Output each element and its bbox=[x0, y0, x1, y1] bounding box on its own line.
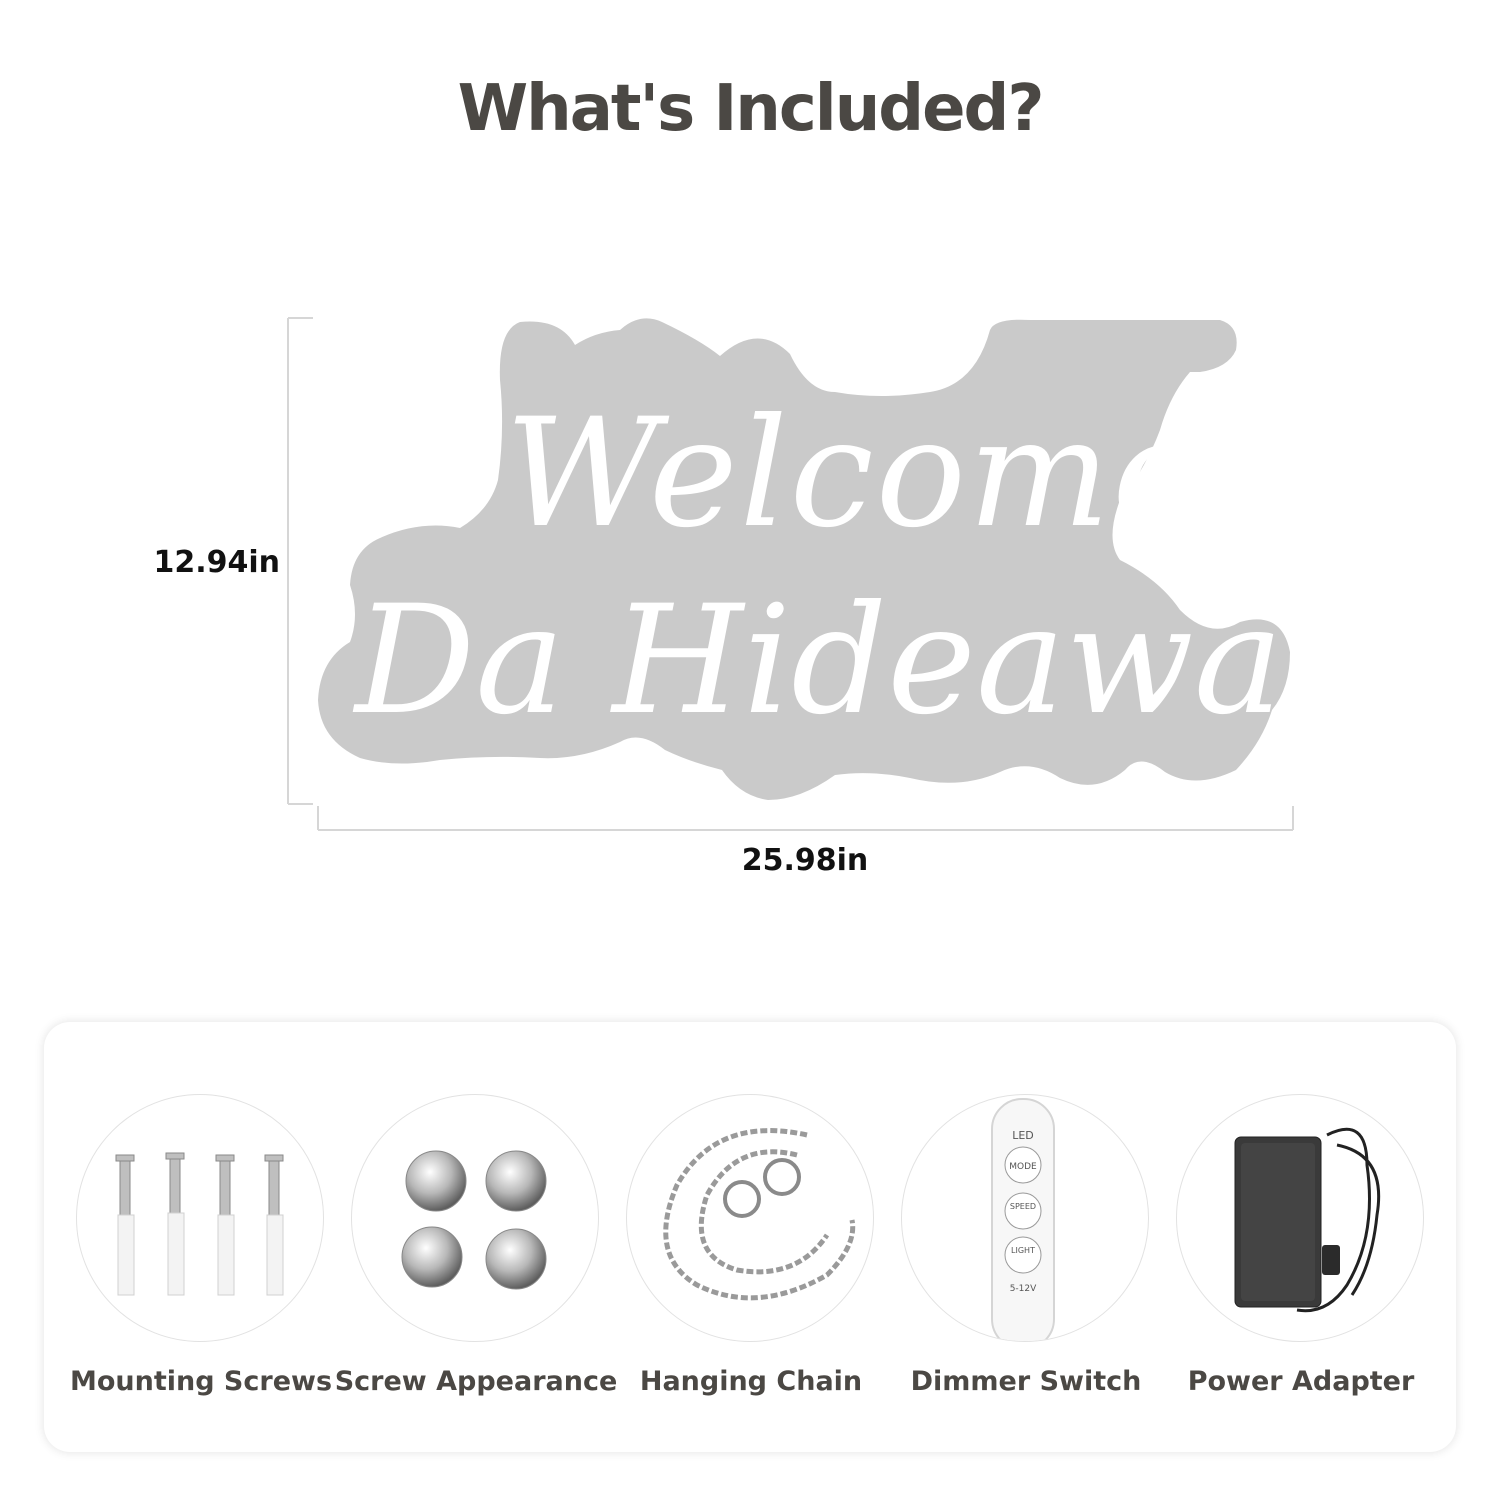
neon-line-2: Da Hideaway bbox=[355, 574, 1368, 748]
item-label: Dimmer Switch bbox=[910, 1366, 1142, 1397]
dimmer-led-label: LED bbox=[1012, 1129, 1034, 1142]
dimmer-light-label: LIGHT bbox=[1011, 1246, 1035, 1255]
item-screw-appearance bbox=[334, 1094, 618, 1414]
width-guide bbox=[318, 806, 1293, 830]
power-adapter-icon bbox=[1176, 1094, 1424, 1342]
item-label: Mounting Screws bbox=[69, 1366, 333, 1397]
screw-1 bbox=[116, 1155, 134, 1295]
height-guide bbox=[288, 318, 313, 804]
item-label: Power Adapter bbox=[1187, 1366, 1415, 1397]
mounting-screws-icon bbox=[76, 1094, 324, 1342]
included-items-panel bbox=[44, 1022, 1456, 1452]
screw-4 bbox=[265, 1155, 283, 1295]
item-label: Screw Appearance bbox=[334, 1366, 618, 1397]
item-power-adapter bbox=[1176, 1094, 1426, 1414]
dimmer-voltage-label: 5-12V bbox=[1009, 1284, 1037, 1294]
item-dimmer-switch bbox=[901, 1094, 1151, 1414]
screw-3 bbox=[216, 1155, 234, 1295]
screw-caps-icon bbox=[351, 1094, 599, 1342]
height-dimension-label: 12.94in bbox=[153, 545, 280, 580]
item-label: Hanging Chain bbox=[639, 1366, 863, 1397]
neon-line-1: Welcome To bbox=[505, 387, 1436, 561]
screw-2 bbox=[166, 1153, 184, 1295]
page-title: What's Included? bbox=[457, 72, 1043, 146]
dimmer-mode-label: MODE bbox=[1009, 1162, 1037, 1172]
dimmer-switch-icon bbox=[901, 1094, 1149, 1342]
item-mounting-screws bbox=[69, 1094, 333, 1414]
width-dimension-label: 25.98in bbox=[741, 843, 869, 878]
dimmer-speed-label: SPEED bbox=[1009, 1202, 1037, 1211]
chain-icon bbox=[626, 1094, 874, 1342]
item-hanging-chain bbox=[626, 1094, 876, 1414]
